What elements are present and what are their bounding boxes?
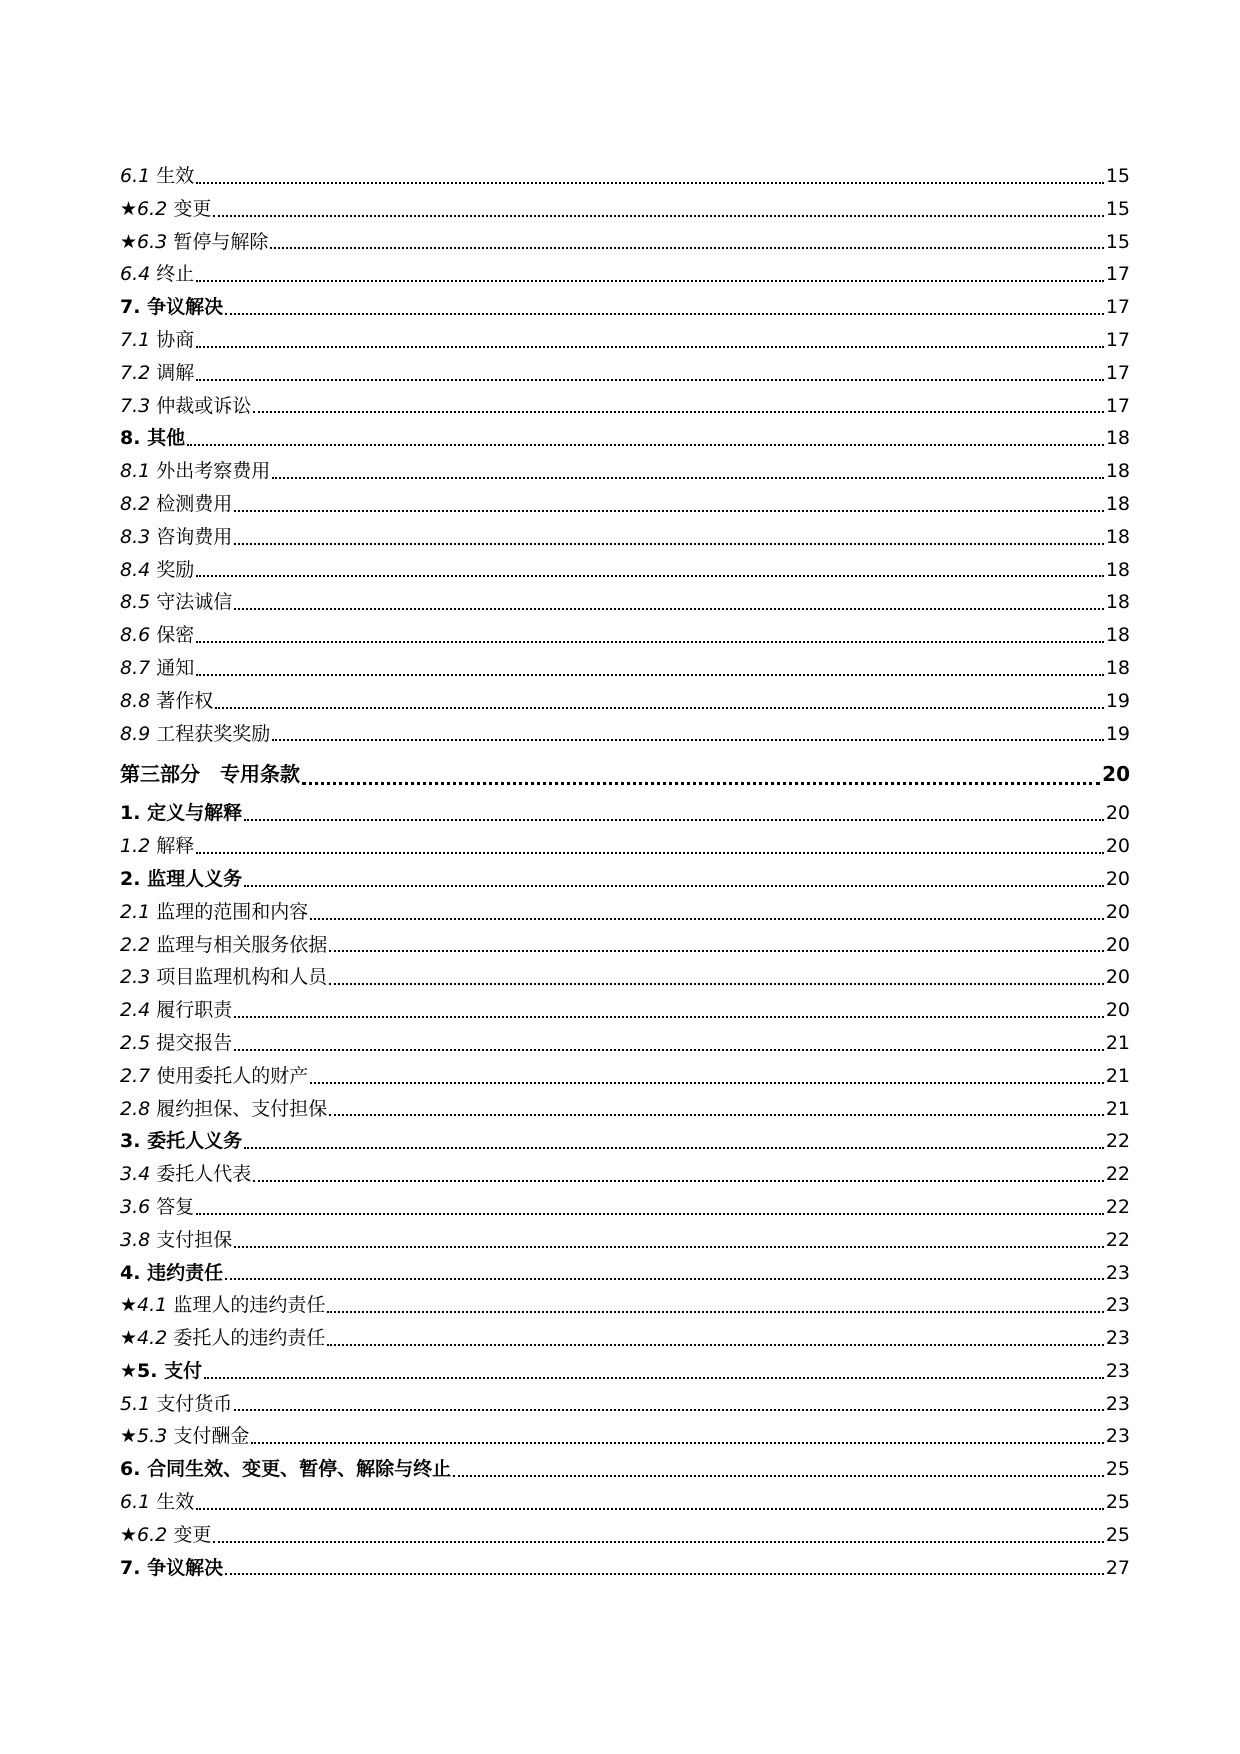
toc-entry-text: 变更	[173, 197, 212, 220]
toc-entry-text: 违约责任	[147, 1261, 224, 1284]
toc-page-number: 15	[1105, 197, 1130, 220]
toc-entry-title	[120, 929, 327, 962]
dot-leader	[234, 1016, 1104, 1018]
toc-entry-title	[120, 797, 242, 830]
toc-page-number: 19	[1105, 722, 1130, 745]
dot-leader	[302, 782, 1100, 785]
toc-page-number: 19	[1105, 689, 1130, 712]
toc-page-number: 21	[1105, 1031, 1130, 1054]
toc-entry-number: 1.	[120, 802, 141, 825]
toc-entry-number: 7.	[120, 296, 141, 319]
toc-entry-number: 8.2	[120, 492, 151, 515]
toc-entry-number: 3.4	[120, 1163, 151, 1186]
toc-entry-title	[120, 961, 327, 994]
toc-entry-title	[120, 1191, 194, 1224]
toc-entry[interactable]	[120, 1125, 1130, 1158]
toc-entry-number: 8.	[120, 427, 141, 450]
toc-entry-text: 监理人义务	[147, 867, 243, 890]
toc-page-number: 18	[1105, 591, 1130, 614]
dot-leader	[196, 674, 1104, 676]
toc-entry-text: 监理人的违约责任	[173, 1294, 326, 1317]
toc-entry-title	[120, 652, 194, 685]
toc-entry-title	[120, 357, 194, 390]
toc-entry-title	[120, 324, 194, 357]
toc-entry-text: 其他	[147, 427, 186, 450]
toc-entry-text: 项目监理机构和人员	[156, 966, 328, 989]
toc-page-number: 18	[1105, 656, 1130, 679]
toc-entry-number: 2.1	[120, 900, 151, 923]
toc-page-number: 17	[1105, 296, 1130, 319]
toc-page-number: 21	[1105, 1097, 1130, 1120]
toc-page-number: 18	[1105, 624, 1130, 647]
toc-entry-text: 支付货币	[156, 1392, 233, 1415]
toc-entry-text: 合同生效、变更、暂停、解除与终止	[147, 1458, 452, 1481]
toc-entry-title	[120, 554, 194, 587]
dot-leader	[215, 707, 1104, 709]
dot-leader	[270, 247, 1103, 249]
toc-entry-title	[120, 455, 270, 488]
toc-page-number: 15	[1105, 230, 1130, 253]
toc-entry-number: 3.8	[120, 1228, 151, 1251]
dot-leader	[234, 543, 1104, 545]
dot-leader	[244, 819, 1104, 821]
dot-leader	[253, 1180, 1104, 1182]
toc-entry[interactable]	[120, 422, 1130, 455]
toc-entry-number: 8.5	[120, 591, 151, 614]
toc-entry-number: 8.3	[120, 525, 151, 548]
dot-leader	[453, 1475, 1104, 1477]
toc-entry-title	[120, 1158, 251, 1191]
toc-entry-number: 6.1	[120, 165, 151, 187]
toc-page-number: 20	[1105, 966, 1130, 989]
toc-entry-text: 履行职责	[156, 999, 233, 1022]
dot-leader	[196, 182, 1104, 184]
toc-part-heading[interactable]	[120, 752, 1130, 797]
toc-entry-text: 守法诚信	[156, 591, 233, 614]
toc-entry-title	[120, 160, 194, 193]
toc-entry-text: 委托人义务	[147, 1130, 243, 1153]
toc-entry[interactable]	[120, 1060, 1130, 1093]
toc-entry[interactable]	[120, 652, 1130, 685]
toc-entry-text: 定义与解释	[147, 802, 243, 825]
dot-leader	[213, 215, 1103, 217]
toc-page-number: 17	[1105, 263, 1130, 286]
toc-entry-title	[120, 226, 268, 259]
toc-entry-number: 2.	[120, 867, 141, 890]
toc-page-number: 22	[1105, 1228, 1130, 1251]
toc-page-number: 25	[1105, 1458, 1130, 1481]
toc-entry[interactable]	[120, 554, 1130, 587]
toc-entry-number: 3.	[120, 1130, 141, 1153]
toc-entry-text: 生效	[156, 1491, 195, 1514]
toc-entry[interactable]	[120, 258, 1130, 291]
toc-entry-title	[120, 619, 194, 652]
toc-entry-text: 通知	[156, 656, 195, 679]
toc-entry[interactable]	[120, 1322, 1130, 1355]
toc-page-number: 22	[1105, 1130, 1130, 1153]
toc-page-number: 25	[1105, 1491, 1130, 1514]
toc-entry-text: 咨询费用	[156, 525, 233, 548]
toc-entry-number: 8.7	[120, 656, 151, 679]
toc-entry-title	[120, 1027, 232, 1060]
toc-entry-number: 4.	[120, 1261, 141, 1284]
toc-entry-text: 外出考察费用	[156, 460, 271, 483]
toc-entry-number: 2.3	[120, 966, 151, 989]
toc-page-number: 23	[1105, 1261, 1130, 1284]
toc-entry[interactable]	[120, 586, 1130, 619]
toc-entry[interactable]	[120, 619, 1130, 652]
star-icon: ★	[120, 1294, 138, 1317]
toc-entry[interactable]	[120, 863, 1130, 896]
toc-entry-number: 2.2	[120, 933, 151, 956]
toc-entry[interactable]	[120, 1224, 1130, 1257]
toc-entry-number: 2.7	[120, 1064, 151, 1087]
dot-leader	[329, 1114, 1104, 1116]
toc-entry-title	[120, 1420, 249, 1453]
toc-entry-number: 5.1	[120, 1392, 151, 1415]
toc-entry[interactable]	[120, 357, 1130, 390]
dot-leader	[225, 1278, 1104, 1280]
dot-leader	[329, 983, 1104, 985]
toc-entry-title	[120, 1486, 194, 1519]
toc-entry-text: 仲裁或诉讼	[156, 394, 252, 417]
toc-entry-title	[120, 1289, 325, 1322]
toc-entry-number: 4.2	[137, 1327, 168, 1350]
toc-entry[interactable]	[120, 961, 1130, 994]
toc-entry-text: 委托人代表	[156, 1163, 252, 1186]
toc-page-number: 18	[1105, 492, 1130, 515]
toc-page-number: 20	[1105, 867, 1130, 890]
toc-page-number: 23	[1105, 1327, 1130, 1350]
toc-entry-title	[120, 1519, 211, 1552]
toc-entry-text: 答复	[156, 1195, 195, 1218]
toc-entry[interactable]	[120, 1093, 1130, 1126]
toc-page-number: 17	[1105, 394, 1130, 417]
dot-leader	[234, 510, 1104, 512]
dot-leader	[213, 1541, 1103, 1543]
toc-entry-number: 7.	[120, 1556, 141, 1579]
star-icon: ★	[120, 197, 138, 220]
toc-entry[interactable]	[120, 929, 1130, 962]
toc-entry-text: 著作权	[156, 689, 214, 712]
toc-entry-text: 生效	[156, 165, 195, 187]
toc-entry[interactable]	[120, 1388, 1130, 1421]
toc-entry[interactable]	[120, 1289, 1130, 1322]
toc-page-number: 20	[1102, 762, 1130, 787]
toc-entry-title	[120, 1060, 308, 1093]
dot-leader	[272, 477, 1104, 479]
dot-leader	[187, 444, 1104, 446]
toc-entry-title	[120, 685, 213, 718]
toc-entry-text: 解释	[156, 835, 195, 858]
toc-entry-title	[120, 1322, 325, 1355]
toc-entry[interactable]	[120, 830, 1130, 863]
star-icon: ★	[120, 1327, 138, 1350]
toc-entry[interactable]	[120, 896, 1130, 929]
toc-page-number: 22	[1105, 1163, 1130, 1186]
toc-entry-text: 暂停与解除	[173, 230, 269, 253]
toc-page-number: 17	[1105, 361, 1130, 384]
toc-entry-text: 工程获奖奖励	[156, 722, 271, 745]
toc-entry-text: 争议解决	[147, 296, 224, 319]
dot-leader	[196, 575, 1104, 577]
toc-entry-title	[120, 1355, 202, 1388]
toc-page-number: 27	[1105, 1556, 1130, 1579]
toc-entry-number: 2.4	[120, 999, 151, 1022]
toc-page-number: 18	[1105, 460, 1130, 483]
toc-entry-text: 履约担保、支付担保	[156, 1097, 328, 1120]
toc-page-number: 18	[1105, 525, 1130, 548]
toc-entry-number: 8.9	[120, 722, 151, 745]
toc-entry-text: 支付	[164, 1359, 203, 1382]
toc-page-number: 20	[1105, 835, 1130, 858]
dot-leader	[234, 1049, 1104, 1051]
toc-entry[interactable]	[120, 1486, 1130, 1519]
toc-entry-text: 奖励	[156, 558, 195, 581]
toc-entry[interactable]	[120, 291, 1130, 324]
toc-entry[interactable]	[120, 1355, 1130, 1388]
toc-entry-number: 7.2	[120, 361, 151, 384]
toc-entry-text: 争议解决	[147, 1556, 224, 1579]
toc-page-number: 20	[1105, 802, 1130, 825]
toc-entry-title	[120, 291, 223, 324]
dot-leader	[310, 918, 1104, 920]
star-icon: ★	[120, 1523, 138, 1546]
toc-entry-title	[120, 1125, 242, 1158]
toc-entry-number: 6.4	[120, 263, 151, 286]
toc-entry[interactable]	[120, 1191, 1130, 1224]
toc-page-number: 17	[1105, 328, 1130, 351]
toc-entry-number: 8.1	[120, 460, 151, 483]
toc-entry[interactable]	[120, 685, 1130, 718]
toc-entry-title	[120, 1552, 223, 1585]
toc-entry-text: 协商	[156, 328, 195, 351]
toc-entry-title	[120, 863, 242, 896]
dot-leader	[196, 346, 1104, 348]
toc-page-number: 25	[1105, 1523, 1130, 1546]
toc-entry[interactable]	[120, 994, 1130, 1027]
toc-entry-number: 6.	[120, 1458, 141, 1481]
toc-entry-text: 变更	[173, 1523, 212, 1546]
toc-page-number: 20	[1105, 933, 1130, 956]
toc-entry[interactable]	[120, 160, 1130, 193]
dot-leader	[329, 950, 1104, 952]
toc-entry-number: 4.1	[137, 1294, 168, 1317]
toc-entry-title	[120, 830, 194, 863]
toc-entry[interactable]	[120, 1420, 1130, 1453]
toc-entry-number: 2.5	[120, 1031, 151, 1054]
toc-page-number: 21	[1105, 1064, 1130, 1087]
toc-entry-number: 7.3	[120, 394, 151, 417]
dot-leader	[234, 608, 1104, 610]
dot-leader	[327, 1311, 1103, 1313]
dot-leader	[310, 1082, 1104, 1084]
toc-entry-number: 6.2	[137, 197, 168, 220]
toc-entry-title	[120, 586, 232, 619]
toc-entry-title	[120, 718, 270, 751]
toc-page-number: 23	[1105, 1425, 1130, 1448]
toc-entry-text: 支付担保	[156, 1228, 233, 1251]
toc-entry-text: 终止	[156, 263, 195, 286]
toc-entry-text: 监理的范围和内容	[156, 900, 309, 923]
toc-entry-title	[120, 488, 232, 521]
toc-entry[interactable]	[120, 324, 1130, 357]
dot-leader	[244, 885, 1104, 887]
toc-page-number: 20	[1105, 900, 1130, 923]
toc-entry-title	[120, 390, 251, 423]
toc-entry-title	[120, 1453, 451, 1486]
dot-leader	[196, 852, 1104, 854]
toc-page-number: 15	[1105, 165, 1130, 187]
toc-page-number: 22	[1105, 1195, 1130, 1218]
toc-entry[interactable]	[120, 1158, 1130, 1191]
toc-page-number: 18	[1105, 558, 1130, 581]
toc-entry[interactable]	[120, 455, 1130, 488]
toc-page-number: 18	[1105, 427, 1130, 450]
toc-entry-title	[120, 1224, 232, 1257]
toc-entry-text: 支付酬金	[173, 1425, 250, 1448]
dot-leader	[196, 1213, 1104, 1215]
toc-entry-text: 第三部分 专用条款	[120, 762, 300, 787]
toc-entry-text: 调解	[156, 361, 195, 384]
star-icon: ★	[120, 230, 138, 253]
toc-entry[interactable]	[120, 488, 1130, 521]
toc-entry-number: 1.2	[120, 835, 151, 858]
dot-leader	[204, 1377, 1104, 1379]
toc-entry-text: 检测费用	[156, 492, 233, 515]
toc-page-number: 20	[1105, 999, 1130, 1022]
toc-entry-title	[120, 752, 300, 797]
toc-entry-number: 6.3	[137, 230, 168, 253]
dot-leader	[196, 379, 1104, 381]
toc-entry-number: 5.3	[137, 1425, 168, 1448]
toc-entry-title	[120, 422, 185, 455]
toc-entry-number: 8.6	[120, 624, 151, 647]
toc-entry[interactable]	[120, 226, 1130, 259]
toc-entry-text: 提交报告	[156, 1031, 233, 1054]
toc-entry[interactable]	[120, 1027, 1130, 1060]
toc-entry[interactable]	[120, 1519, 1130, 1552]
star-icon: ★	[120, 1425, 138, 1448]
dot-leader	[234, 1246, 1104, 1248]
toc-entry-number: 8.8	[120, 689, 151, 712]
toc-entry-title	[120, 521, 232, 554]
toc-entry[interactable]	[120, 390, 1130, 423]
toc-entry-title	[120, 1093, 327, 1126]
toc-entry-number: 3.6	[120, 1195, 151, 1218]
toc-entry-title	[120, 1257, 223, 1290]
toc-entry[interactable]	[120, 797, 1130, 830]
toc-entry[interactable]	[120, 1552, 1130, 1585]
dot-leader	[196, 1508, 1104, 1510]
dot-leader	[196, 641, 1104, 643]
toc-entry-title	[120, 258, 194, 291]
toc-entry-text: 保密	[156, 624, 195, 647]
dot-leader	[196, 280, 1104, 282]
toc-entry-title	[120, 1388, 232, 1421]
toc-page-number: 23	[1105, 1392, 1130, 1415]
toc-entry-number: 7.1	[120, 328, 151, 351]
toc-entry-title	[120, 193, 211, 226]
toc-entry[interactable]	[120, 1257, 1130, 1290]
toc-page-number: 23	[1105, 1359, 1130, 1382]
toc-entry-title	[120, 896, 308, 929]
dot-leader	[327, 1344, 1103, 1346]
table-of-contents	[120, 160, 1130, 1584]
toc-entry-text: 监理与相关服务依据	[156, 933, 328, 956]
toc-entry-number: 2.8	[120, 1097, 151, 1120]
toc-page-number: 23	[1105, 1294, 1130, 1317]
toc-entry-number: 8.4	[120, 558, 151, 581]
toc-entry[interactable]	[120, 193, 1130, 226]
toc-entry-title	[120, 994, 232, 1027]
dot-leader	[225, 1573, 1104, 1575]
toc-entry-text: 委托人的违约责任	[173, 1327, 326, 1350]
dot-leader	[251, 1442, 1103, 1444]
toc-entry-number: 6.2	[137, 1523, 168, 1546]
dot-leader	[272, 739, 1104, 741]
star-icon: ★	[120, 1359, 138, 1382]
dot-leader	[244, 1147, 1104, 1149]
toc-entry-text: 使用委托人的财产	[156, 1064, 309, 1087]
dot-leader	[234, 1409, 1104, 1411]
dot-leader	[253, 411, 1104, 413]
toc-entry-number: 5.	[137, 1359, 158, 1382]
toc-entry[interactable]	[120, 521, 1130, 554]
toc-entry[interactable]	[120, 718, 1130, 751]
toc-entry-number: 6.1	[120, 1491, 151, 1514]
toc-entry[interactable]	[120, 1453, 1130, 1486]
dot-leader	[225, 313, 1104, 315]
